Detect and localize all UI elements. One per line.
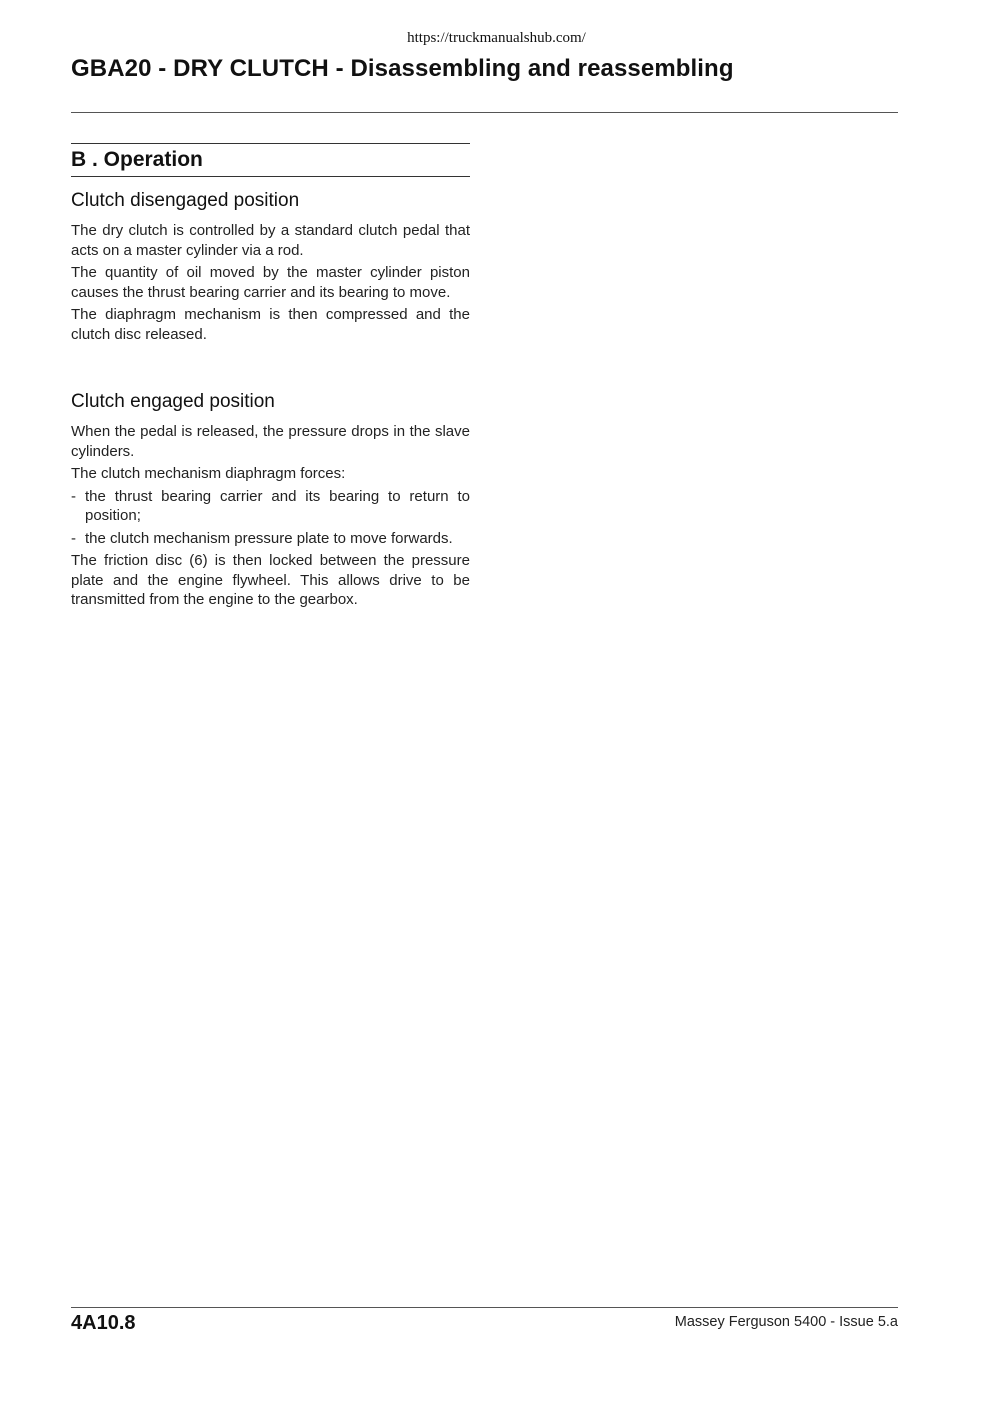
list-item: [71, 487, 470, 526]
disengaged-paragraph-2: The quantity of oil moved by the master cylinder piston causes the thrust bearing carrier and its bearing to move.: [71, 264, 470, 301]
engaged-heading: Clutch engaged position: [71, 391, 275, 412]
list-item: [71, 529, 470, 549]
disengaged-heading: Clutch disengaged position: [71, 190, 300, 211]
footer-divider: [71, 1307, 898, 1308]
page-number: 4A10.8: [71, 1312, 136, 1334]
list-item-text: the clutch mechanism pressure plate to move forwards.: [85, 529, 453, 547]
section-heading: B . Operation: [71, 143, 470, 177]
source-url: https://truckmanualshub.com/: [407, 30, 586, 46]
text-column: [71, 143, 470, 613]
bullet-dash: -: [71, 487, 76, 505]
engaged-paragraph-1: When the pedal is released, the pressure drops in the slave cylinders.: [71, 423, 470, 460]
title-divider: [71, 112, 898, 113]
disengaged-paragraph-1: The dry clutch is controlled by a standard clutch pedal that acts on a master cylinder via a rod.: [71, 222, 470, 259]
bullet-dash: -: [71, 529, 76, 547]
publication-label: Massey Ferguson 5400 - Issue 5.a: [674, 1314, 898, 1330]
page-title: GBA20 - DRY CLUTCH - Disassembling and reassembling: [71, 55, 734, 82]
list-item-text: the thrust bearing carrier and its bearing to return to position;: [85, 487, 470, 524]
engaged-closing-paragraph: The friction disc (6) is then locked between the pressure plate and the engine flywheel. This allows drive to be transmitted from the engine to the gearbox.: [71, 552, 470, 608]
forces-list: [71, 487, 470, 549]
engaged-paragraph-2: The clutch mechanism diaphragm forces:: [71, 465, 346, 482]
disengaged-paragraph-3: The diaphragm mechanism is then compressed and the clutch disc released.: [71, 306, 470, 343]
